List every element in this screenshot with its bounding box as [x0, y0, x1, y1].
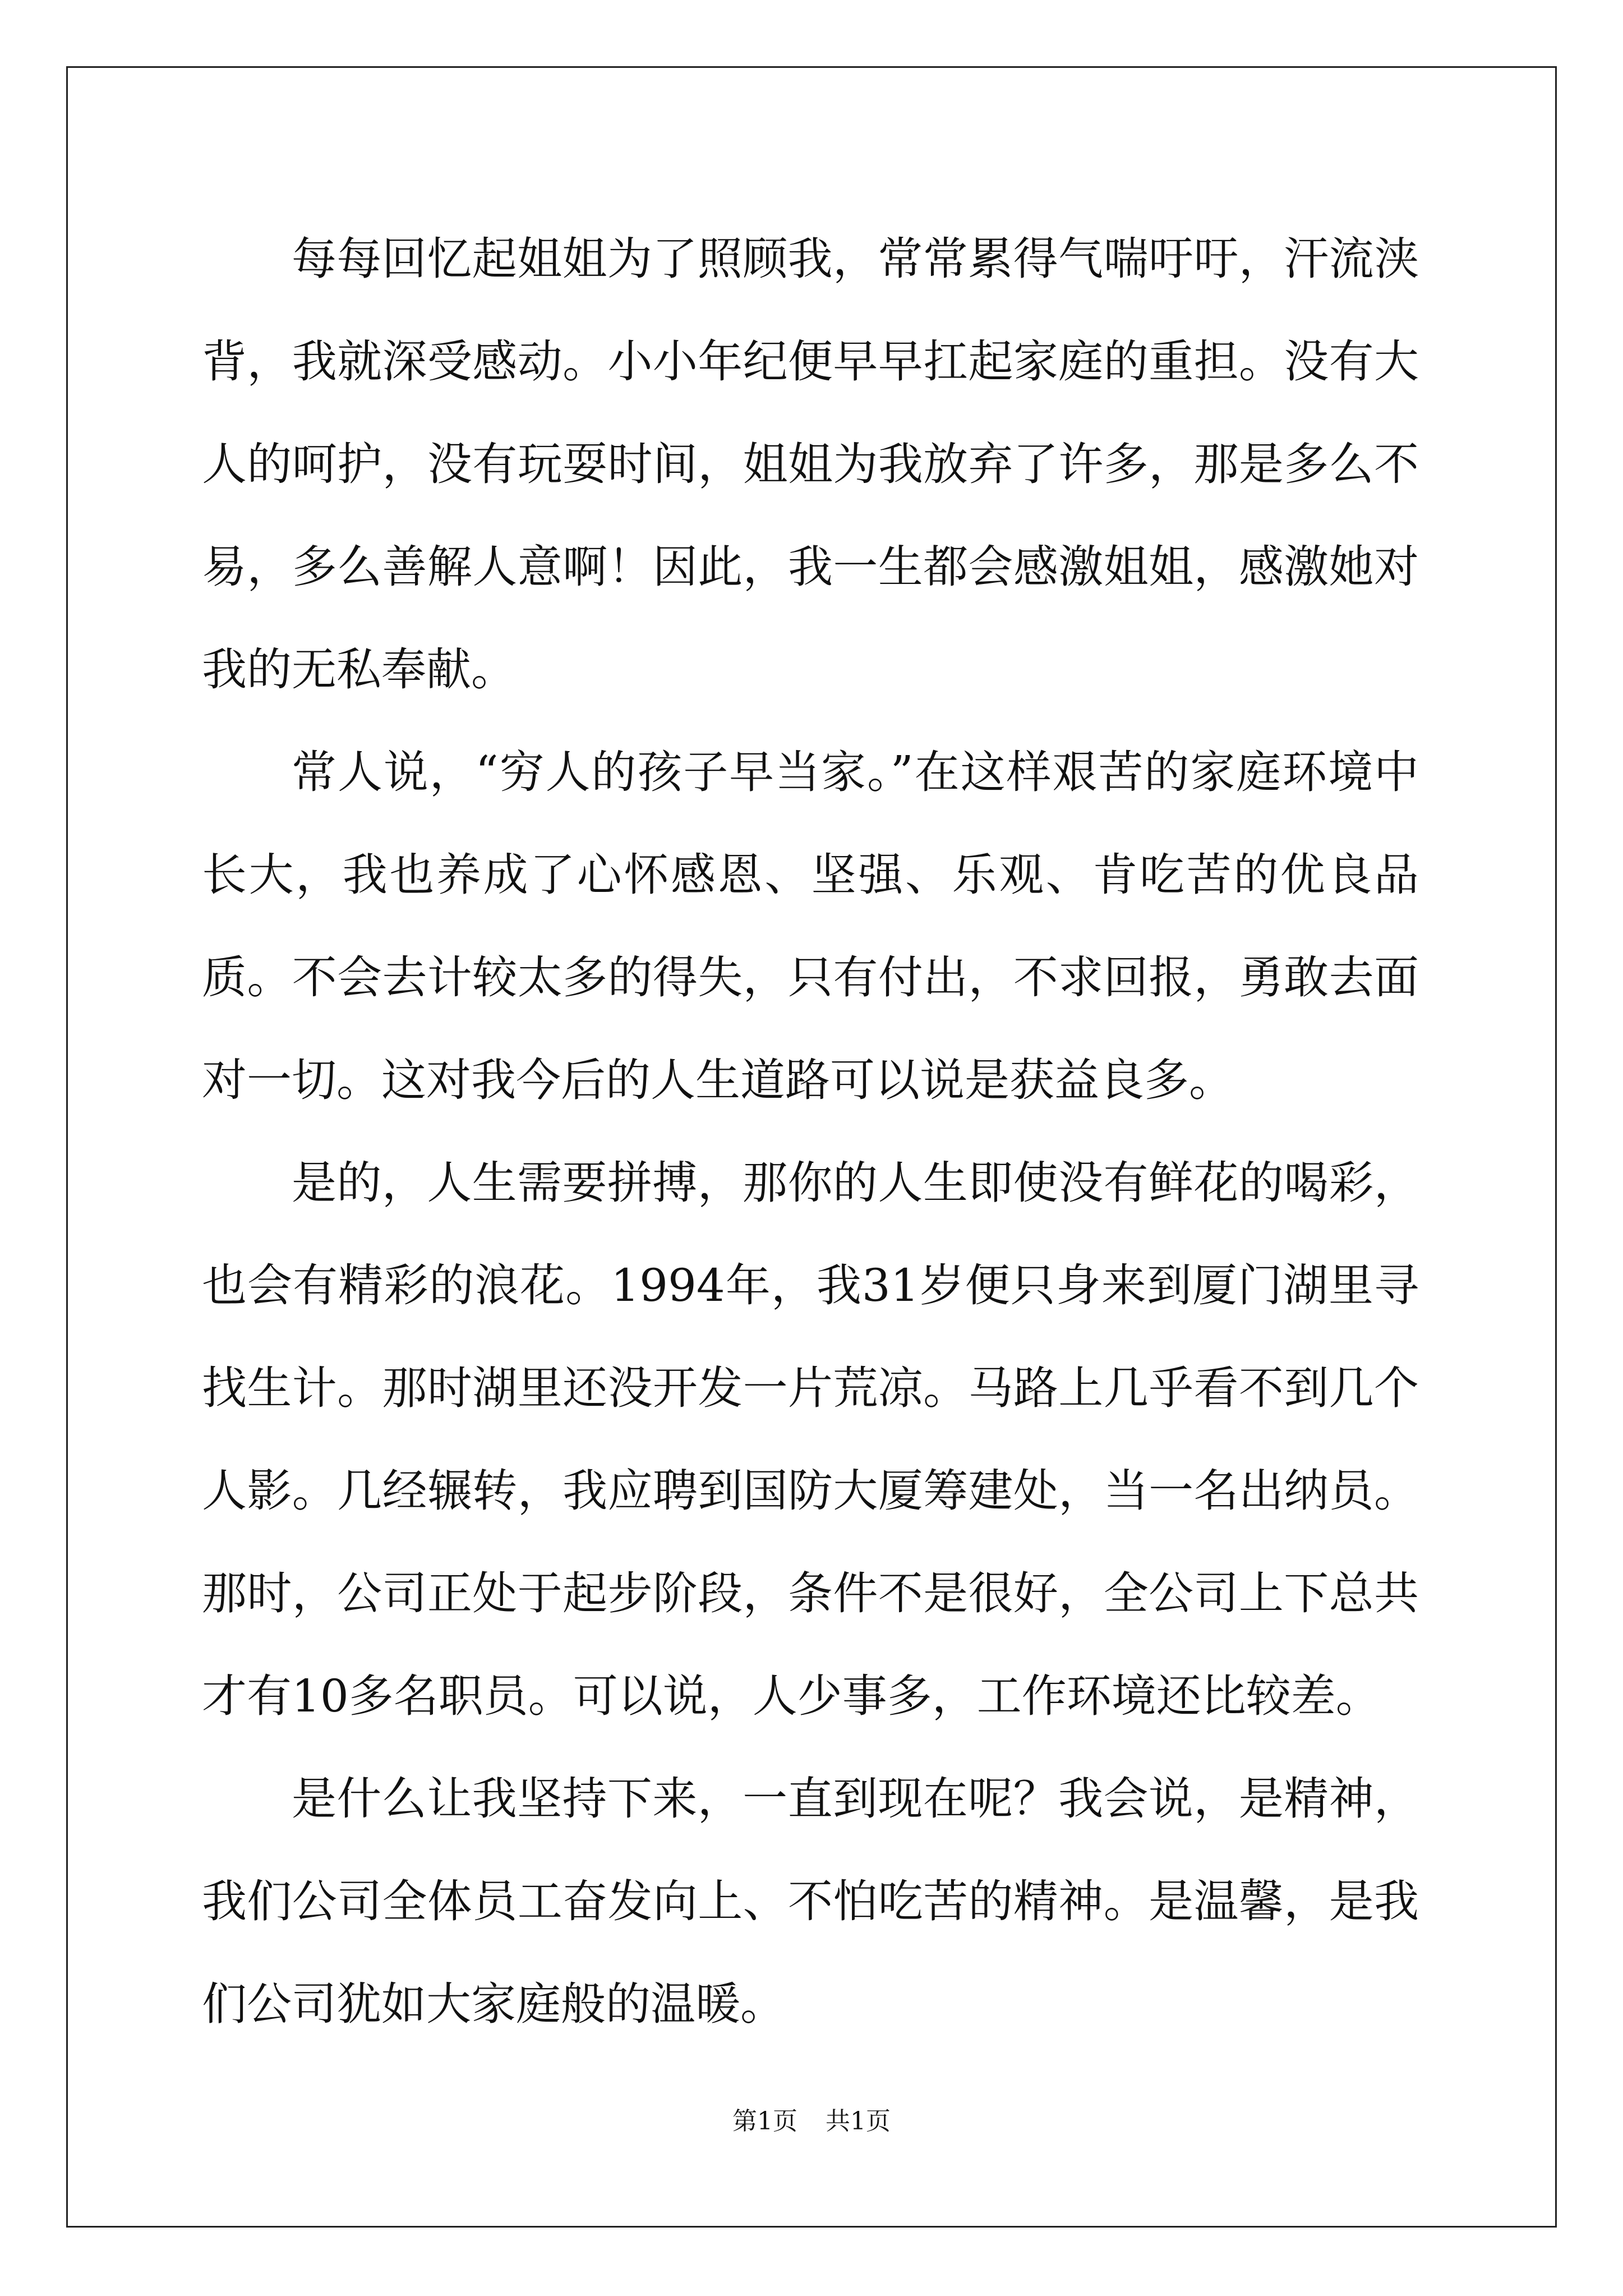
page-total: 共1页 — [826, 2107, 891, 2136]
paragraph-3: 是的，人生需要拼搏，那你的人生即使没有鲜花的喝彩，也会有精彩的浪花。1994年，我31岁便只身来到厦门湖里寻找生计。那时湖里还没开发一片荒凉。马路上几乎看不到几个人影。几经辗转，我应聘到国防大厦筹建处，当一名出纳员。那时，公司正处于起步阶段，条件不是很好，全公司上下总共才有10多名职员。可以说，人少事多，工作环境还比较差。 — [202, 1157, 1419, 1722]
paragraph-4: 是什么让我坚持下来，一直到现在呢？我会说，是精神，我们公司全体员工奋发向上、不怕吃苦的精神。是温馨，是我们公司犹如大家庭般的温暖。 — [202, 1773, 1419, 2030]
page-number: 第1页 — [732, 2107, 797, 2136]
document-body — [202, 208, 1419, 2055]
paragraph-1: 每每回忆起姐姐为了照顾我，常常累得气喘吁吁，汗流浃背，我就深受感动。小小年纪便早早扛起家庭的重担。没有大人的呵护，没有玩耍时间，姐姐为我放弃了许多，那是多么不易，多么善解人意啊！因此，我一生都会感激姐姐，感激她对我的无私奉献。 — [202, 233, 1419, 696]
page-footer — [0, 2101, 1623, 2137]
paragraph-2: 常人说，“穷人的孩子早当家。”在这样艰苦的家庭环境中长大，我也养成了心怀感恩、坚强、乐观、肯吃苦的优良品质。不会去计较太多的得失，只有付出，不求回报，勇敢去面对一切。这对我今后的人生道路可以说是获益良多。 — [202, 746, 1419, 1106]
